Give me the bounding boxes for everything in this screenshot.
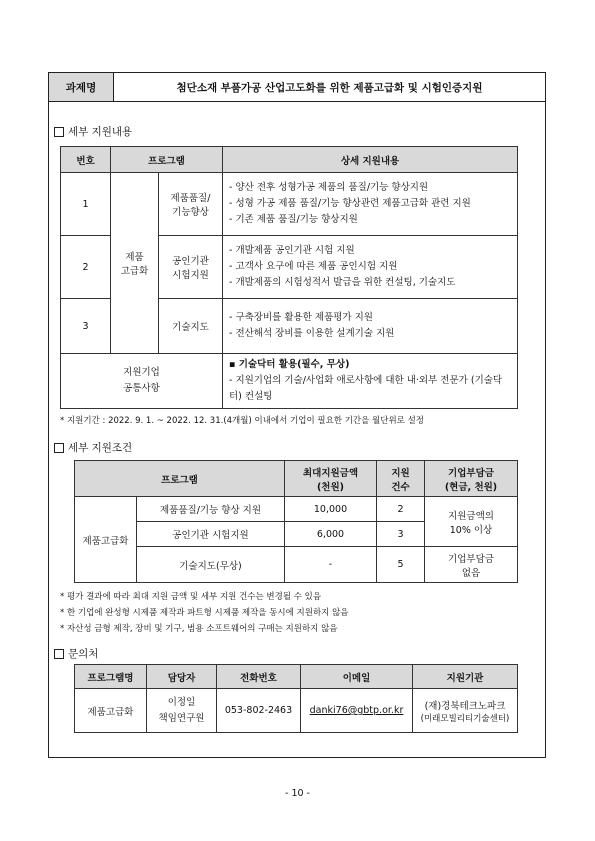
support-period-note: * 지원기간 : 2022. 9. 1. ~ 2022. 12. 31.(4개월) 이내에서 기업이 필요한 기간을 월단위로 설정 [60, 416, 425, 426]
row-no: 1 [61, 173, 111, 236]
checkbox-icon [54, 649, 64, 659]
detail-list: - 구축장비를 활용한 제품평가 지원 - 전산해석 장비를 이용한 설계기술 지원 [223, 299, 518, 354]
common-detail: ▪ 기술닥터 활용(필수, 무상) - 지원기업의 기술/사업화 애로사항에 대한 내·외부 전문가 (기술닥터) 컨설팅 [223, 354, 518, 409]
header-count: 지원 건수 [377, 461, 425, 497]
condition-note: * 한 기업에 완성형 시제품 제작과 파트형 시제품 제작을 동시에 지원하지 않음 [60, 608, 349, 618]
group-name: 제품고급화 [75, 497, 137, 583]
contact-table [74, 664, 518, 733]
header-email: 이메일 [301, 665, 413, 689]
header-phone: 전화번호 [217, 665, 301, 689]
header-burden: 기업부담금 (현금, 천원) [425, 461, 518, 497]
detail-list: - 개발제품 공인기관 시험 지원 - 고객사 요구에 따른 제품 공인시험 지원 - 개발제품의 시험성적서 발급을 위한 컨설팅, 기술지도 [223, 236, 518, 299]
program-name: 제품고급화 [75, 689, 147, 733]
contact-person: 이정일 책임연구원 [147, 689, 217, 733]
detail-list: - 양산 전후 성형가공 제품의 품질/기능 향상지원 - 성형 가공 제품 품질/기능 향상관련 제품고급화 관련 지원 - 기존 제품 품질/기능 향상지원 [223, 173, 518, 236]
program-name: 공인기관 시험지원 [159, 236, 223, 299]
page-number: - 10 - [285, 788, 310, 799]
title-label: 과제명 [49, 73, 114, 101]
count: 3 [377, 522, 425, 547]
burden-value: 지원금액의 10% 이상 [425, 497, 518, 547]
phone-number: 053-802-2463 [217, 689, 301, 733]
header-org: 지원기관 [413, 665, 518, 689]
title-value: 첨단소재 부품가공 산업고도화를 위한 제품고급화 및 시험인증지원 [176, 81, 483, 94]
section-heading-details: 세부 지원내용 [54, 124, 132, 139]
condition-note: * 평가 결과에 따라 최대 지원 금액 및 세부 지원 건수는 변경될 수 있음 [60, 592, 322, 602]
common-label: 지원기업 공통사항 [61, 354, 223, 409]
support-content-table [60, 146, 518, 409]
program-name: 기술지도 [159, 299, 223, 354]
support-conditions-table [74, 460, 518, 583]
header-program-name: 프로그램명 [75, 665, 147, 689]
row-no: 2 [61, 236, 111, 299]
checkbox-icon [54, 443, 64, 453]
header-program: 프로그램 [75, 461, 285, 497]
header-person: 담당자 [147, 665, 217, 689]
group-name: 제품 고급화 [111, 173, 159, 354]
section-heading-contact: 문의처 [54, 646, 98, 661]
condition-note: * 자산성 금형 제작, 장비 및 기구, 범용 소프트웨어의 구매는 지원하지 않음 [60, 624, 338, 634]
program-name: 제품품질/기능 향상 지원 [137, 497, 285, 522]
header-program: 프로그램 [111, 147, 223, 173]
section-heading-conditions: 세부 지원조건 [54, 440, 132, 455]
row-no: 3 [61, 299, 111, 354]
count: 2 [377, 497, 425, 522]
burden-value: 기업부담금 없음 [425, 547, 518, 583]
program-name: 기술지도(무상) [137, 547, 285, 583]
title-bar [48, 72, 546, 102]
email-link[interactable]: danki76@gbtp.or.kr [301, 689, 413, 733]
max-amount: 6,000 [285, 522, 377, 547]
checkbox-icon [54, 127, 64, 137]
header-max-amount: 최대지원금액 (천원) [285, 461, 377, 497]
program-name: 공인기관 시험지원 [137, 522, 285, 547]
count: 5 [377, 547, 425, 583]
header-no: 번호 [61, 147, 111, 173]
program-name: 제품품질/ 기능향상 [159, 173, 223, 236]
max-amount: 10,000 [285, 497, 377, 522]
max-amount: - [285, 547, 377, 583]
organization: (재)경북테크노파크 (미래모빌리티기술센터) [413, 689, 518, 733]
header-detail: 상세 지원내용 [223, 147, 518, 173]
